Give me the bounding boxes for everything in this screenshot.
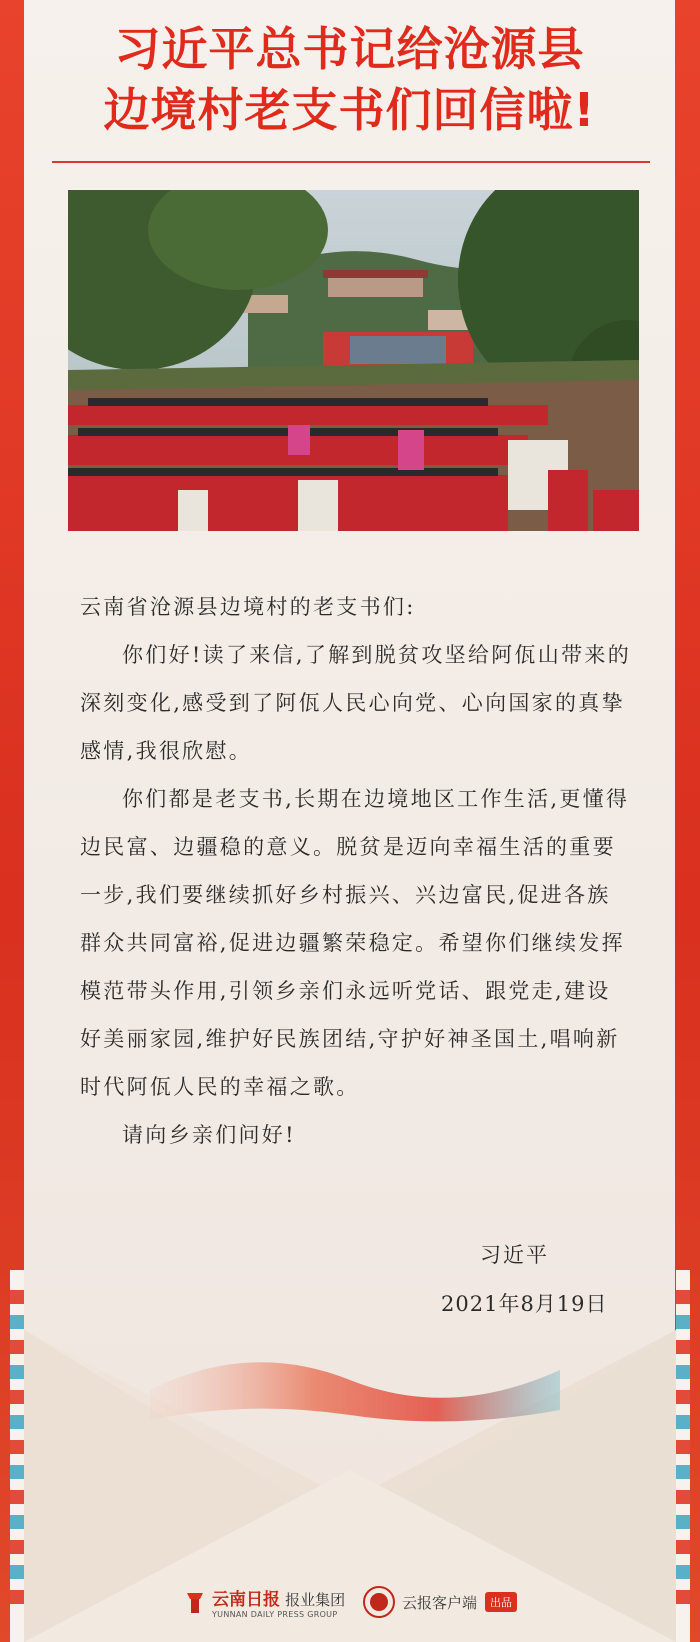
brand-english: YUNNAN DAILY PRESS GROUP xyxy=(212,1610,338,1619)
torch-icon xyxy=(184,1589,206,1615)
airmail-stripes-right xyxy=(676,1270,690,1642)
letter-date: 2021年8月19日 xyxy=(441,1292,608,1316)
letter-paragraph: 请向乡亲们问好! xyxy=(122,1123,296,1147)
page-title-line-2: 边境村老支书们回信啦! xyxy=(103,83,596,137)
letter-paragraph: 你们都是老支书,长期在边境地区工作生活,更懂得边民富、边疆稳的意义。脱贫是迈向幸福生活的重要一步,我们要继续抓好乡村振兴、兴边富民,促进各族群众共同富裕,促进边疆繁荣稳定。希望你们继续发挥模范带头作用,引领乡亲们永远听党话、跟党走,建设好美丽家园,维护好民族团结,守护好神圣国土,唱响新时代阿佤人民的幸福之歌。 xyxy=(80,787,630,1099)
letter-salutation: 云南省沧源县边境村的老支书们: xyxy=(80,595,416,619)
village-gathering-photo xyxy=(68,190,639,531)
app-name: 云报客户端 xyxy=(402,1593,478,1612)
title-divider xyxy=(52,161,650,163)
yunbao-app-logo xyxy=(362,1585,517,1619)
letter-signature: 习近平 xyxy=(480,1243,549,1267)
produced-badge: 出品 xyxy=(485,1592,517,1612)
letter-paragraph: 你们好!读了来信,了解到脱贫攻坚给阿佤山带来的深刻变化,感受到了阿佤人民心向党、心向国家的真挚感情,我很欣慰。 xyxy=(80,643,632,763)
letter-body xyxy=(80,583,632,1159)
yunnan-daily-logo xyxy=(184,1585,345,1619)
brand-name: 云南日报 xyxy=(212,1590,280,1610)
page-title-line-1: 习近平总书记给沧源县 xyxy=(114,22,585,76)
seal-icon xyxy=(362,1585,396,1619)
airmail-stripes-left xyxy=(10,1270,24,1642)
brand-suffix: 报业集团 xyxy=(285,1591,346,1609)
envelope-decoration xyxy=(0,1270,700,1642)
